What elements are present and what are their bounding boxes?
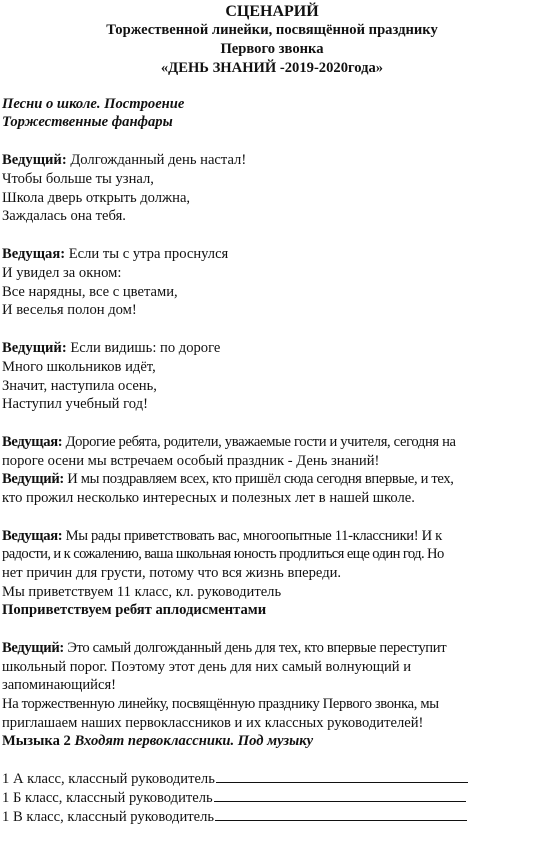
speaker-label: Ведущий:	[2, 340, 67, 356]
class-label: 1 В класс, классный руководитель	[2, 809, 215, 825]
speech-line: Все нарядны, все с цветами,	[2, 284, 178, 300]
speech-text: Если ты с утра проснулся	[65, 246, 229, 262]
speech-text: Если видишь: по дороге	[66, 340, 221, 356]
music-note: Входят первоклассники. Под музыку	[70, 733, 314, 749]
doc-subtitle-line1: Торжественной линейки, посвящённой празднику	[106, 22, 438, 38]
speech-line: запоминающийся!	[2, 677, 117, 693]
speaker-label: Ведущая:	[2, 246, 66, 262]
speech-line: Школа дверь открыть должна,	[2, 190, 191, 206]
speech-line: нет причин для грусти, потому что вся жизнь впереди.	[2, 565, 342, 581]
fill-in-blank	[215, 808, 467, 821]
speech-line	[2, 470, 454, 488]
speech-line: На торжественную линейку, посвящённую празднику Первого звонка, мы	[2, 696, 439, 712]
speech-line: Значит, наступила осень,	[2, 378, 157, 394]
speaker-label: Ведущий:	[2, 152, 67, 168]
speech-line: приглашаем наших первоклассников и их классных руководителей!	[2, 715, 424, 731]
stage-direction-songs: Песни о школе. Построение	[2, 96, 185, 112]
class-label: 1 А класс, классный руководитель	[2, 771, 215, 787]
speech-line: кто прожил несколько интересных и полезных лет в нашей школе.	[2, 490, 415, 506]
speech-text: Это самый долгожданный день для тех, кто впервые переступит	[63, 640, 447, 656]
fill-in-blank	[214, 789, 466, 802]
speaker-label: Ведущий:	[2, 640, 64, 656]
speaker-label: Ведущий:	[2, 471, 64, 487]
speech-line: Заждалась она тебя.	[2, 208, 126, 224]
speech-line	[2, 151, 246, 169]
doc-title: СЦЕНАРИЙ	[225, 3, 319, 20]
speech-line	[2, 339, 220, 357]
speaker-label: Ведущая:	[2, 434, 63, 450]
speech-line: Много школьников идёт,	[2, 359, 156, 375]
speech-line: Чтобы больше ты узнал,	[2, 171, 154, 187]
doc-subtitle-line2: Первого звонка	[220, 41, 324, 57]
speech-line: радости, и к сожалению, ваша школьная юность продлиться еще один год. Но	[2, 546, 444, 562]
speech-line: И веселья полон дом!	[2, 302, 137, 318]
speech-line: Мы приветствуем 11 класс, кл. руководитель	[2, 584, 282, 600]
speech-text: Дорогие ребята, родители, уважаемые гости и учителя, сегодня на	[62, 434, 456, 450]
stage-direction-applause: Поприветствуем ребят аплодисментами	[2, 602, 267, 618]
speech-line	[2, 639, 446, 657]
speech-text: Мы рады приветствовать вас, многоопытные 11-классники! И к	[62, 528, 442, 544]
class-line	[2, 808, 467, 826]
speech-text: Долгожданный день настал!	[66, 152, 247, 168]
speech-line: И увидел за окном:	[2, 265, 122, 281]
stage-direction-fanfare: Торжественные фанфары	[2, 114, 173, 130]
class-label: 1 Б класс, классный руководитель	[2, 790, 213, 806]
speech-line: пороге осени мы встречаем особый праздник - День знаний!	[2, 453, 380, 469]
speech-line: Наступил учебный год!	[2, 396, 148, 412]
speech-line: школьный порог. Поэтому этот день для них самый волнующий и	[2, 659, 412, 675]
class-line	[2, 770, 468, 788]
speaker-label: Ведущая:	[2, 528, 63, 544]
speech-line	[2, 433, 456, 451]
doc-subtitle-line3: «ДЕНЬ ЗНАНИЙ -2019-2020года»	[160, 60, 384, 76]
speech-line	[2, 245, 228, 263]
speech-line	[2, 527, 442, 545]
stage-direction-music	[2, 732, 313, 750]
speech-text: И мы поздравляем всех, кто пришёл сюда сегодня впервые, и тех,	[63, 471, 454, 487]
fill-in-blank	[216, 770, 468, 783]
class-line	[2, 789, 466, 807]
music-cue: Мызыка 2	[2, 733, 71, 749]
